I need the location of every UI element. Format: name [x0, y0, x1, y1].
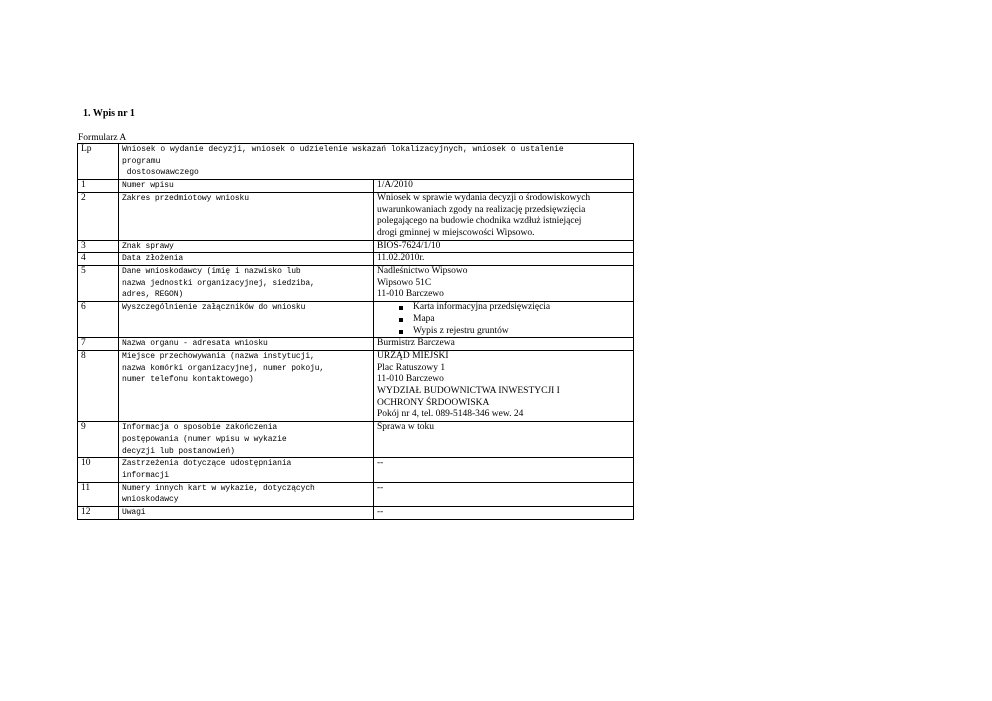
field-name — [119, 422, 374, 458]
field-name-line: Znak sprawy — [122, 241, 174, 251]
field-name — [119, 507, 374, 520]
field-value-line: Wniosek w sprawie wydania decyzji o środowiskowych — [377, 192, 591, 203]
field-name — [119, 338, 374, 351]
field-name-line: Informacja o sposobie zakończenia — [122, 423, 278, 433]
field-value-line: Pokój nr 4, tel. 089-5148-346 wew. 24 — [377, 409, 524, 420]
field-value — [374, 253, 634, 266]
field-name-line: decyzji lub postanowień) — [122, 446, 235, 456]
header-line: Wniosek o wydanie decyzji, wniosek o udzielenie wskazań lokalizacyjnych, wniosek o ustalenie — [122, 145, 564, 154]
table-row — [78, 240, 634, 253]
field-value — [374, 266, 634, 302]
row-number: 10 — [78, 458, 119, 482]
field-name-line: Zakres przedmiotowy wniosku — [122, 193, 249, 203]
table-row — [78, 350, 634, 421]
field-name-line: Numery innych kart w wykazie, dotyczących — [122, 483, 315, 493]
field-value-line: polegającego na budowie chodnika wzdłuż istniejącej — [377, 216, 582, 227]
registry-table — [77, 143, 634, 520]
table-row — [78, 338, 634, 351]
field-name-line: Zastrzeżenia dotyczące udostępniania — [122, 459, 292, 469]
field-name — [119, 180, 374, 193]
field-name-line: Nazwa organu - adresata wniosku — [122, 339, 268, 349]
field-value-line: Plac Ratuszowy 1 — [377, 362, 446, 373]
row-number: 5 — [78, 266, 119, 302]
field-value-line: -- — [377, 507, 384, 518]
form-label: Formularz A — [78, 133, 127, 143]
row-number: 11 — [78, 482, 119, 506]
field-value-line: -- — [377, 482, 384, 493]
row-number: 2 — [78, 192, 119, 240]
field-value-line: Burmistrz Barczewa — [377, 338, 455, 349]
field-value-line: uwarunkowaniach zgody na realizację przedsięwzięcia — [377, 204, 586, 215]
field-value — [374, 192, 634, 240]
row-number: 8 — [78, 350, 119, 421]
square-bullet-icon — [399, 330, 403, 334]
list-item-text: Mapa — [413, 313, 435, 324]
attachments-list — [377, 302, 630, 337]
field-name — [119, 302, 374, 338]
field-name — [119, 458, 374, 482]
lp-header: Lp — [78, 144, 119, 180]
field-value-line: 11.02.2010r. — [377, 253, 425, 264]
square-bullet-icon — [399, 306, 403, 310]
field-value-line: -- — [377, 458, 384, 469]
field-name-line: informacji — [122, 470, 170, 480]
table-row — [78, 266, 634, 302]
field-name-line: numer telefonu kontaktowego) — [122, 375, 254, 385]
field-value — [374, 458, 634, 482]
field-name — [119, 253, 374, 266]
square-bullet-icon — [399, 318, 403, 322]
row-number: 7 — [78, 338, 119, 351]
table-row — [78, 422, 634, 458]
list-item — [399, 302, 630, 314]
header-line: programu — [122, 156, 161, 166]
field-name-line: Data złożenia — [122, 254, 184, 264]
field-name-line: nazwa komórki organizacyjnej, numer pokoju, — [122, 363, 325, 373]
field-name-line: Dane wnioskodawcy (imię i nazwisko lub — [122, 267, 301, 277]
table-row — [78, 302, 634, 338]
row-number: 9 — [78, 422, 119, 458]
field-value — [374, 180, 634, 193]
document-title: 1. Wpis nr 1 — [83, 108, 135, 119]
field-value-line: OCHRONY ŚRDOOWISKA — [377, 397, 490, 408]
field-name-line: Wyszczególnienie załączników do wniosku — [122, 303, 306, 313]
table-row — [78, 192, 634, 240]
row-number: 12 — [78, 507, 119, 520]
row-number: 6 — [78, 302, 119, 338]
field-value — [374, 302, 634, 338]
table-row — [78, 180, 634, 193]
field-value — [374, 350, 634, 421]
list-item-text: Wypis z rejestru gruntów — [413, 325, 509, 336]
field-name-line: Miejsce przechowywania (nazwa instytucji, — [122, 351, 315, 361]
field-value-line: 11-010 Barczewo — [377, 289, 444, 300]
field-name — [119, 266, 374, 302]
row-number: 4 — [78, 253, 119, 266]
field-value-line: BIOS-7624/1/10 — [377, 240, 441, 251]
field-name-line: Numer wpisu — [122, 181, 174, 191]
header-description — [119, 144, 634, 180]
table-header-row — [78, 144, 634, 180]
field-name — [119, 192, 374, 240]
field-value-line: Nadleśnictwo Wipsowo — [377, 266, 468, 277]
field-value — [374, 240, 634, 253]
field-value — [374, 507, 634, 520]
field-name — [119, 482, 374, 506]
field-value-line: 1/A/2010 — [377, 180, 413, 191]
row-number: 3 — [78, 240, 119, 253]
field-value — [374, 338, 634, 351]
list-item-text: Karta informacyjna przedsięwzięcia — [413, 302, 551, 313]
field-value-line: Sprawa w toku — [377, 422, 434, 433]
field-name — [119, 240, 374, 253]
table-row — [78, 458, 634, 482]
field-value-line: WYDZIAŁ BUDOWNICTWA INWESTYCJI I — [377, 386, 560, 397]
field-name-line: adres, REGON) — [122, 290, 184, 300]
field-value-line: drogi gminnej w miejscowości Wipsowo. — [377, 227, 535, 238]
field-value — [374, 482, 634, 506]
field-value-line: Wipsowo 51C — [377, 277, 432, 288]
field-name-line: Uwagi — [122, 508, 146, 518]
field-name-line: wnioskodawcy — [122, 495, 179, 505]
header-line: dostosowawczego — [122, 168, 199, 178]
list-item — [399, 314, 630, 326]
table-row — [78, 507, 634, 520]
table-row — [78, 253, 634, 266]
field-value-line: 11-010 Barczewo — [377, 374, 444, 385]
field-name-line: postępowania (numer wpisu w wykazie — [122, 434, 287, 444]
row-number: 1 — [78, 180, 119, 193]
field-name — [119, 350, 374, 421]
list-item — [399, 326, 630, 338]
field-value — [374, 422, 634, 458]
field-value-line: URZĄD MIEJSKI — [377, 350, 449, 361]
table-row — [78, 482, 634, 506]
field-name-line: nazwa jednostki organizacyjnej, siedziba, — [122, 278, 315, 288]
